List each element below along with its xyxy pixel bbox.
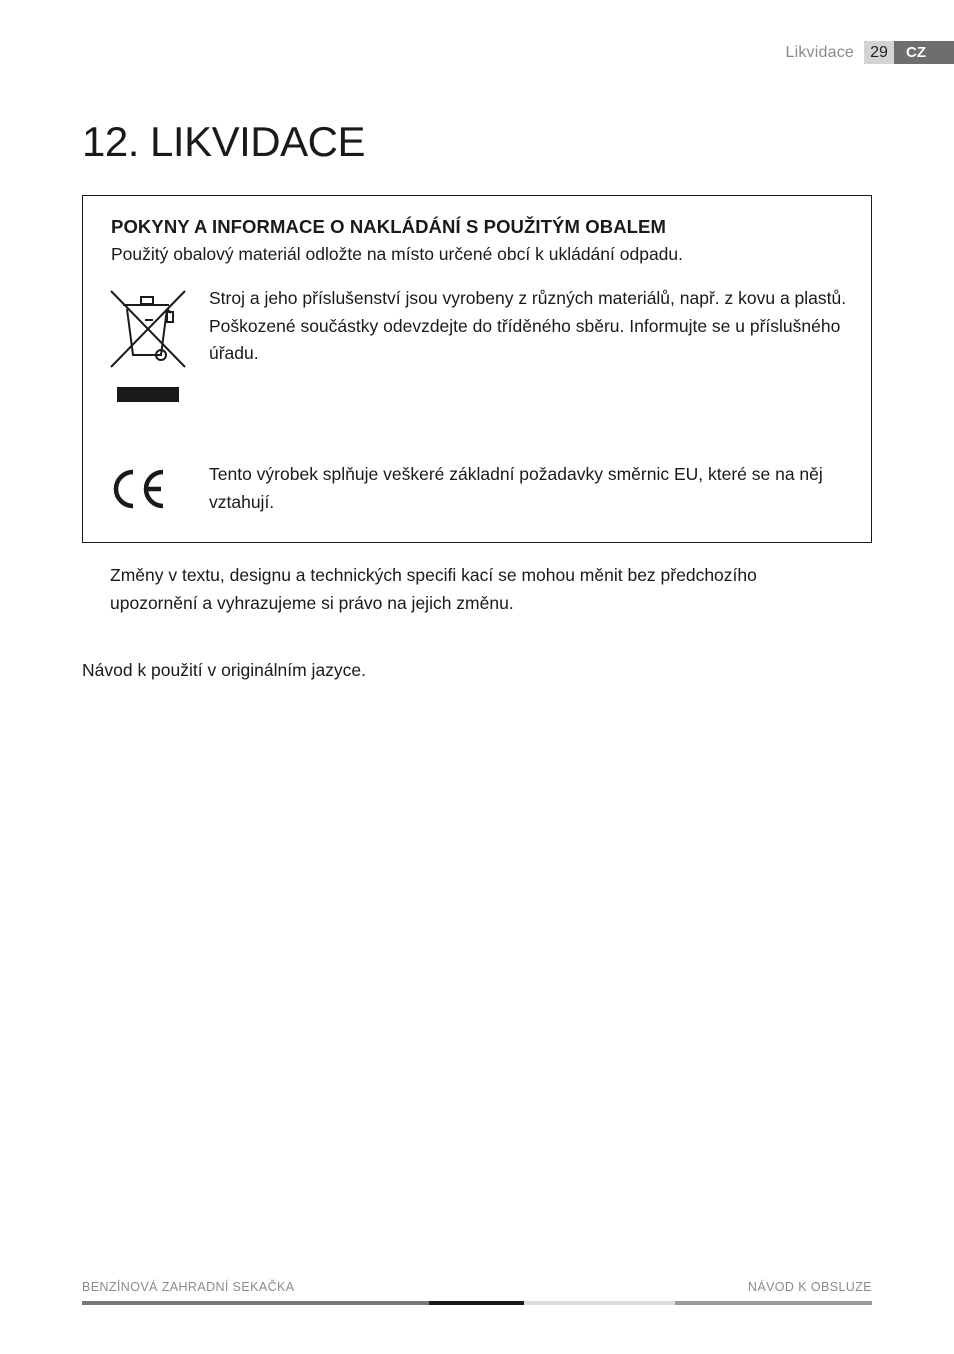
footer-divider-segment bbox=[675, 1301, 872, 1305]
footer-divider-segment bbox=[524, 1301, 675, 1305]
box-intro-text: Použitý obalový materiál odložte na místo určené obcí k ukládání odpadu. bbox=[111, 244, 684, 264]
footer-manual-label: NÁVOD K OBSLUZE bbox=[747, 1280, 872, 1294]
weee-disposal-text: Stroj a jeho příslušenství jsou vyrobeny z různých materiálů, např. z kovu a plastů. Poškozené součástky odevzdejte do tříděného sběru. Informujte se u příslušného úřadu. bbox=[209, 288, 847, 363]
crossed-out-wheelie-bin-icon bbox=[109, 289, 189, 403]
box-heading: POKYNY A INFORMACE O NAKLÁDÁNÍ S POUŽITÝM OBALEM bbox=[111, 216, 667, 237]
page-header bbox=[785, 41, 954, 64]
disposal-info-box bbox=[82, 195, 872, 543]
header-page-number: 29 bbox=[864, 41, 894, 64]
footer-product-name: BENZÍNOVÁ ZAHRADNÍ SEKAČKA bbox=[82, 1280, 295, 1294]
footer-divider-segment bbox=[82, 1301, 429, 1305]
header-section-name: Likvidace bbox=[785, 43, 854, 61]
ce-compliance-text: Tento výrobek splňuje veškeré základní požadavky směrnic EU, které se na něj vztahují. bbox=[209, 464, 823, 512]
footer-divider-segment bbox=[429, 1301, 524, 1305]
footer-divider bbox=[82, 1301, 872, 1305]
page-title: 12. LIKVIDACE bbox=[82, 118, 365, 165]
header-language-badge: CZ bbox=[894, 41, 954, 64]
ce-mark-icon bbox=[109, 467, 167, 511]
change-notice-text: Změny v textu, designu a technických specifi kací se mohou měnit bez předchozího upozornění a vyhrazujeme si právo na jejich změnu. bbox=[110, 565, 757, 613]
original-language-note: Návod k použití v originálním jazyce. bbox=[82, 660, 367, 680]
